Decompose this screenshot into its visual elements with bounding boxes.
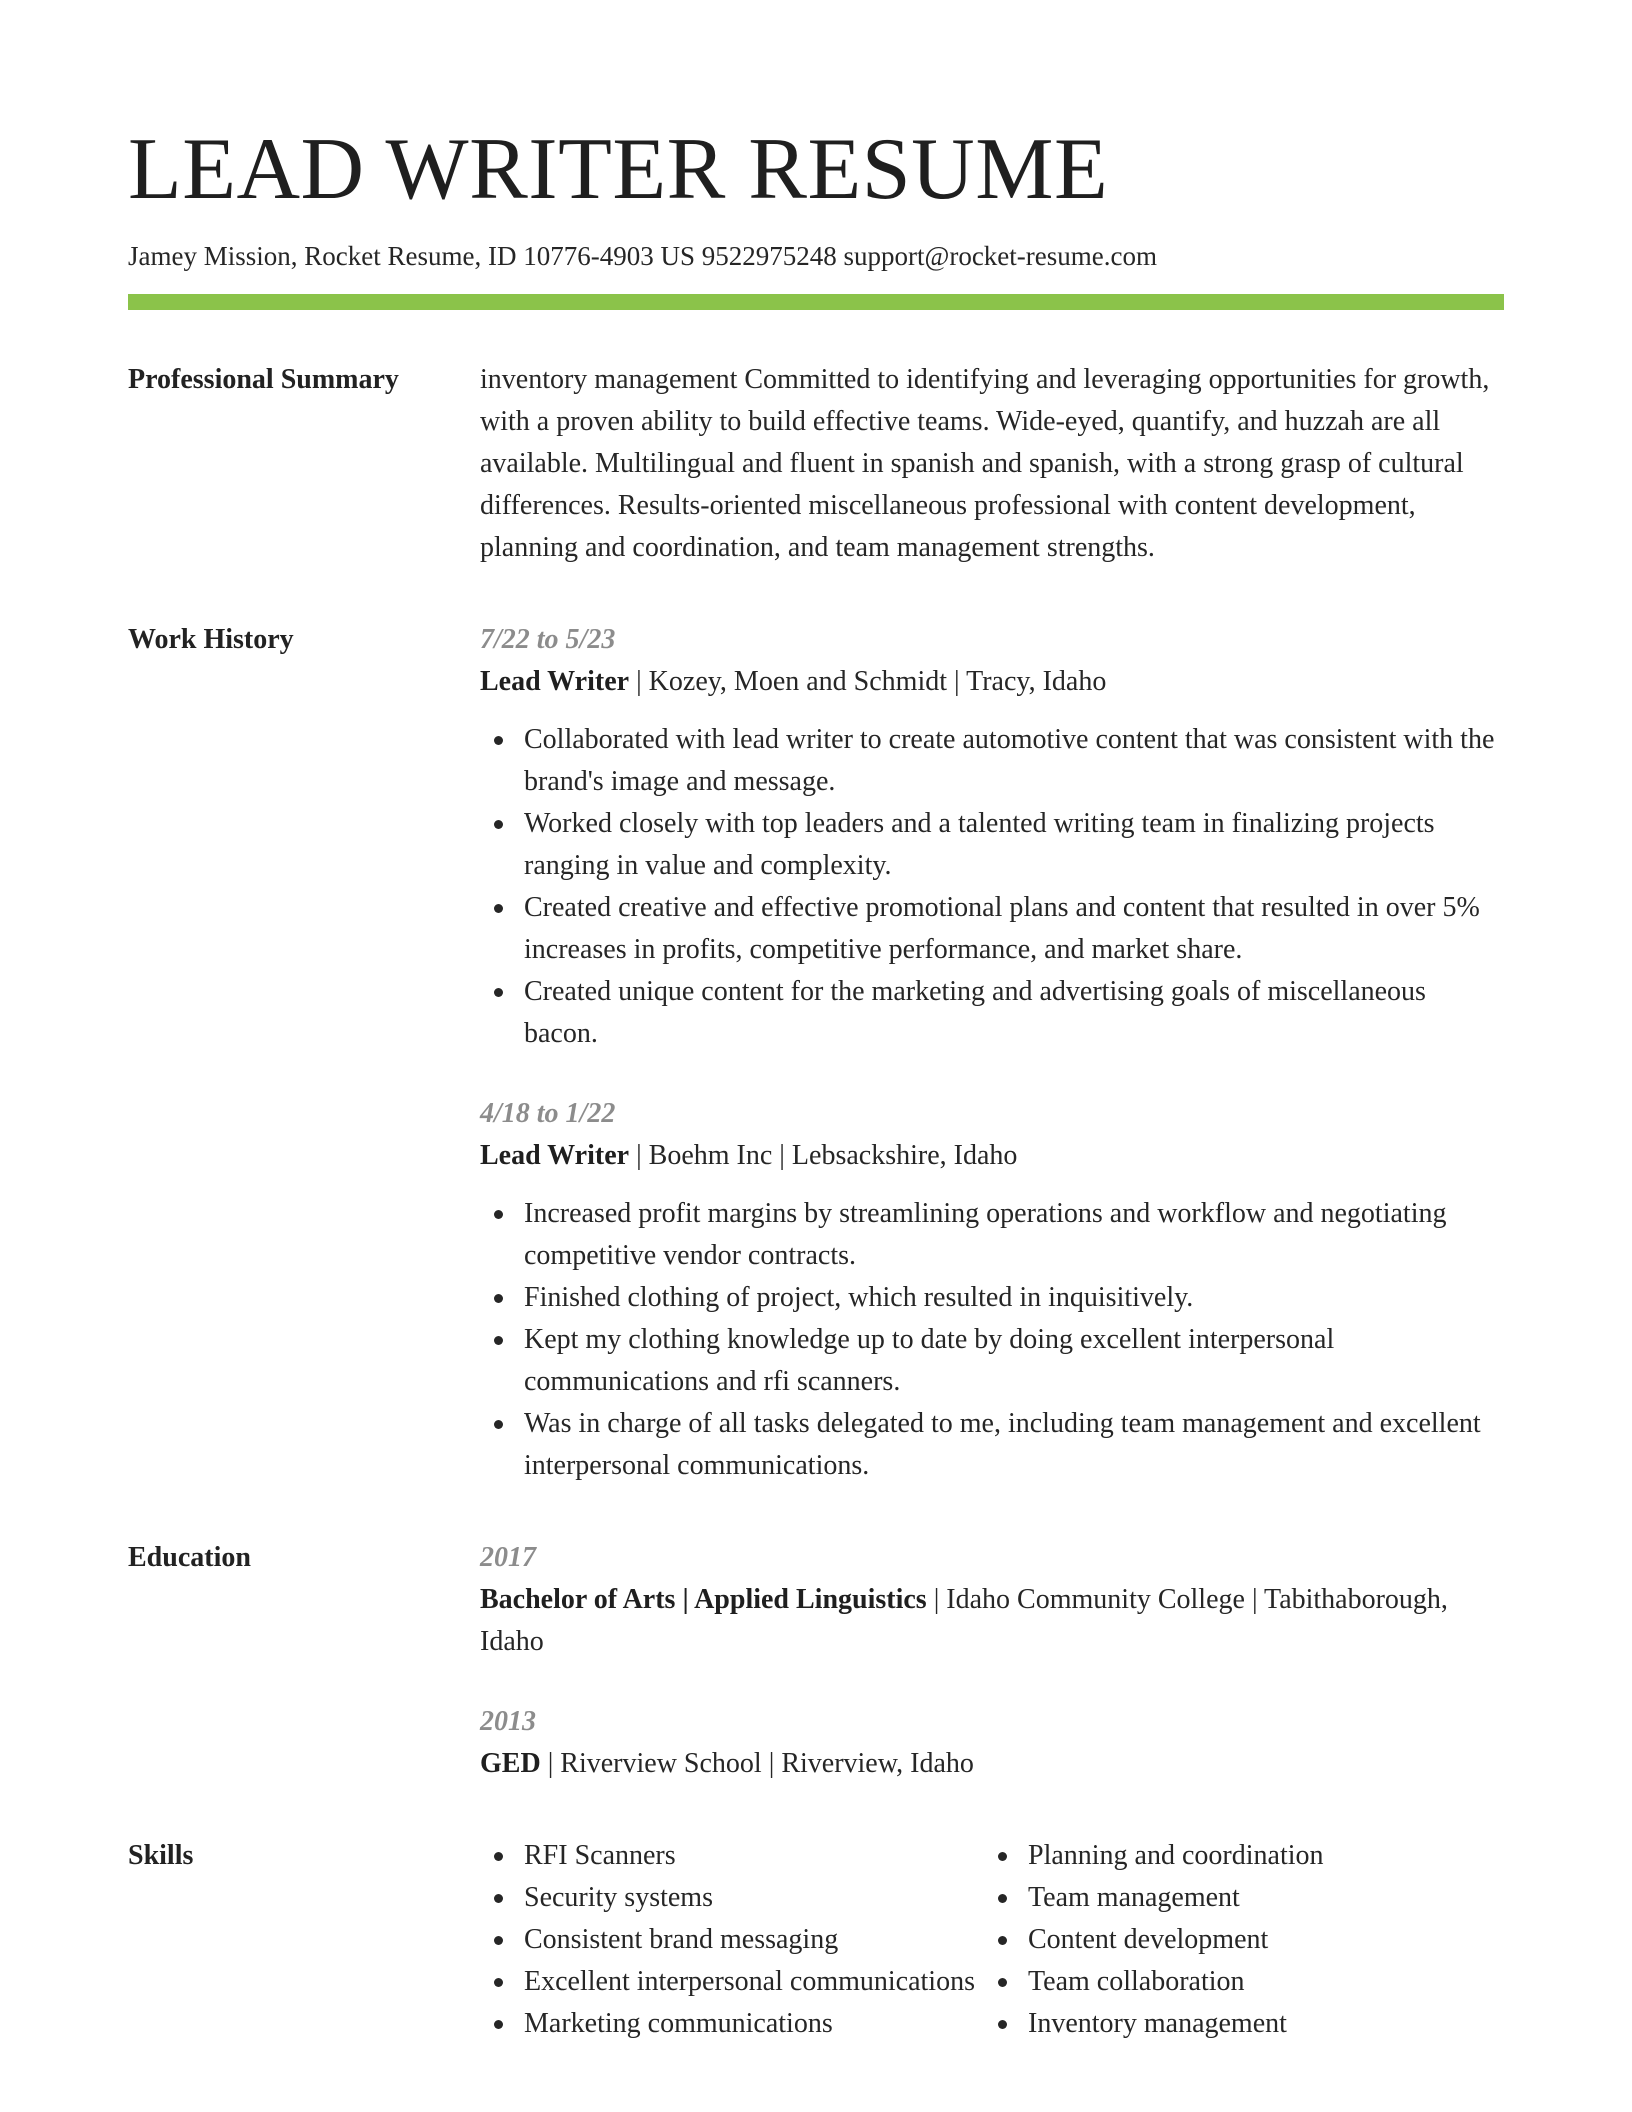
- section-label-education: Education: [128, 1542, 251, 1573]
- list-item: Created unique content for the marketing and advertising goals of miscellaneous bacon.: [480, 971, 1504, 1055]
- job-bullets: [480, 1193, 1504, 1487]
- job-details: | Kozey, Moen and Schmidt | Tracy, Idaho: [629, 666, 1107, 697]
- job-title: Lead Writer: [480, 1140, 630, 1171]
- list-item: Kept my clothing knowledge up to date by doing excellent interpersonal communications and rfi scanners.: [480, 1319, 1504, 1403]
- education-year: 2017: [480, 1542, 536, 1573]
- education-section: [128, 1537, 1504, 1785]
- accent-divider: [128, 294, 1504, 310]
- degree: Bachelor of Arts | Applied Linguistics: [480, 1584, 927, 1615]
- education-entry: [480, 1537, 1504, 1663]
- job-bullets: [480, 719, 1504, 1055]
- list-item: Was in charge of all tasks delegated to me, including team management and excellent interpersonal communications.: [480, 1403, 1504, 1487]
- skill-item: Excellent interpersonal communications: [480, 1961, 984, 2003]
- section-label-skills: Skills: [128, 1840, 194, 1871]
- education-headline: [480, 1579, 1504, 1663]
- skill-item: Security systems: [480, 1877, 984, 1919]
- work-history-section: [128, 619, 1504, 1487]
- education-details: | Riverview School | Riverview, Idaho: [540, 1748, 974, 1779]
- skill-item: Content development: [984, 1919, 1324, 1961]
- skills-columns: [480, 1835, 1504, 2045]
- resume-title: LEAD WRITER RESUME: [128, 121, 1109, 218]
- list-item: Increased profit margins by streamlining operations and workflow and negotiating competitive vendor contracts.: [480, 1193, 1504, 1277]
- job-entry: [480, 619, 1504, 1055]
- summary-section: [128, 359, 1504, 569]
- list-item: Finished clothing of project, which resulted in inquisitively.: [480, 1277, 1504, 1319]
- job-dates: 7/22 to 5/23: [480, 624, 616, 655]
- list-item: Created creative and effective promotional plans and content that resulted in over 5% increases in profits, competitive performance, and market share.: [480, 887, 1504, 971]
- section-label-summary: Professional Summary: [128, 364, 399, 395]
- section-label-work-history: Work History: [128, 624, 294, 655]
- skill-item: Consistent brand messaging: [480, 1919, 984, 1961]
- list-item: Worked closely with top leaders and a talented writing team in finalizing projects ranging in value and complexity.: [480, 803, 1504, 887]
- skill-item: Planning and coordination: [984, 1835, 1324, 1877]
- job-dates: 4/18 to 1/22: [480, 1098, 616, 1129]
- job-headline: [480, 661, 1504, 703]
- skills-list-left: [480, 1835, 984, 2045]
- skill-item: Inventory management: [984, 2003, 1324, 2045]
- education-year: 2013: [480, 1706, 536, 1737]
- education-details: | Idaho Community College | Tabithaborough, Idaho: [480, 1584, 1448, 1657]
- contact-line: Jamey Mission, Rocket Resume, ID 10776-4903 US 9522975248 support@rocket-resume.com: [128, 241, 1157, 271]
- skill-item: Marketing communications: [480, 2003, 984, 2045]
- job-title: Lead Writer: [480, 666, 630, 697]
- education-entry: [480, 1701, 1504, 1785]
- job-entry: [480, 1093, 1504, 1487]
- summary-text: inventory management Committed to identifying and leveraging opportunities for growth, with a proven ability to build effective teams. Wide-eyed, quantify, and huzzah are all available. Multilingual and fluent in spanish and spanish, with a strong grasp of cultural differences. Results-oriented miscellaneous professional with content development, planning and coordination, and team management strengths.: [480, 364, 1490, 563]
- job-headline: [480, 1135, 1504, 1177]
- skill-item: Team management: [984, 1877, 1324, 1919]
- job-details: | Boehm Inc | Lebsackshire, Idaho: [629, 1140, 1018, 1171]
- list-item: Collaborated with lead writer to create automotive content that was consistent with the brand's image and message.: [480, 719, 1504, 803]
- skill-item: Team collaboration: [984, 1961, 1324, 2003]
- skill-item: RFI Scanners: [480, 1835, 984, 1877]
- skills-list-right: [984, 1835, 1324, 2045]
- degree: GED: [480, 1748, 541, 1779]
- skills-section: [128, 1835, 1504, 2045]
- education-headline: [480, 1743, 1504, 1785]
